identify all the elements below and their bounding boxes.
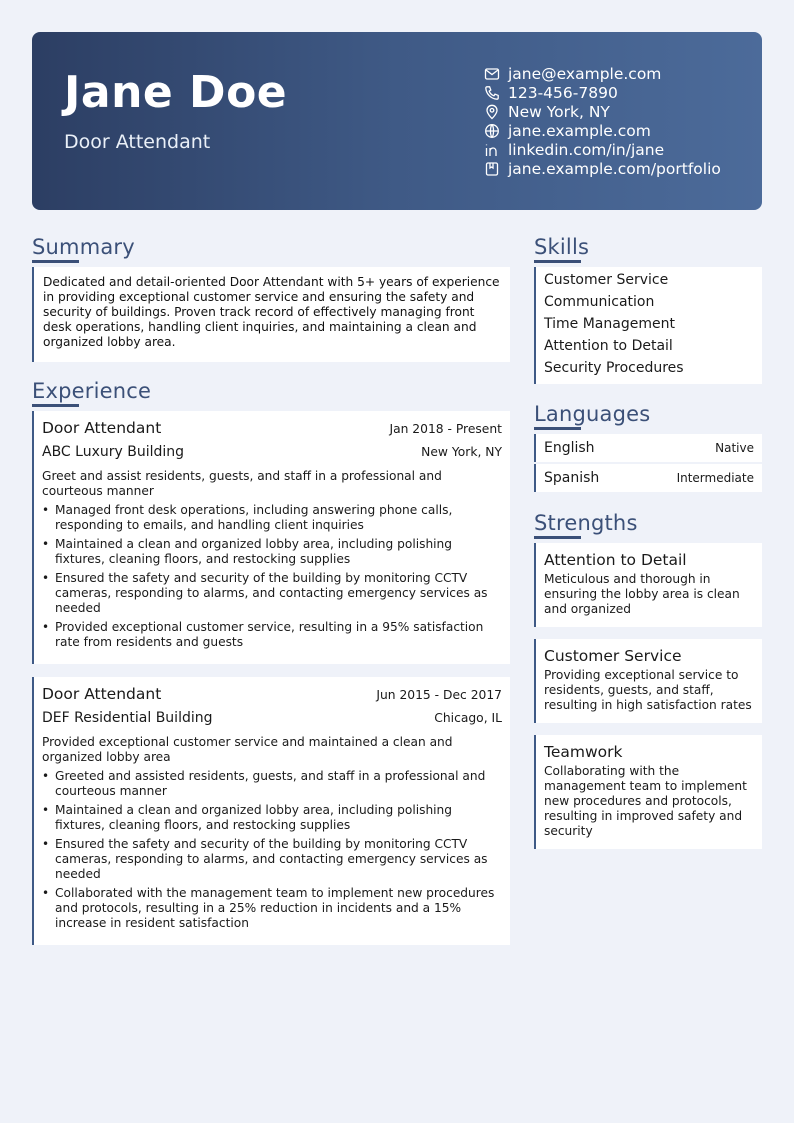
globe-icon <box>484 123 500 139</box>
languages-heading-underline <box>534 427 581 430</box>
strengths-heading-underline <box>534 536 581 539</box>
candidate-title: Door Attendant <box>64 131 211 153</box>
resume-header <box>32 32 762 210</box>
strength-card <box>534 735 762 849</box>
skill-item: Security Procedures <box>544 360 684 376</box>
job-entry <box>32 411 510 664</box>
job-bullet: • Provided exceptional customer service, resulting in a 95% satisfaction rate from residents and guests <box>42 620 502 650</box>
summary-heading-underline <box>32 260 79 263</box>
job-bullet: • Maintained a clean and organized lobby area, including polishing fixtures, cleaning floors, and restocking supplies <box>42 537 502 567</box>
job-subheader <box>42 710 502 726</box>
language-name: English <box>544 440 595 456</box>
job-description: Provided exceptional customer service and maintained a clean and organized lobby area <box>42 735 453 764</box>
job-bullet: • Collaborated with the management team to implement new procedures and protocols, resulting in a 25% reduction in incidents and a 15% increase in resident satisfaction <box>42 886 502 931</box>
experience-heading-underline <box>32 404 79 407</box>
contact-phone[interactable]: 123-456-7890 <box>484 83 754 102</box>
linkedin-icon <box>484 142 500 158</box>
contact-website[interactable]: jane.example.com <box>484 121 754 140</box>
job-entry <box>32 677 510 945</box>
skill-item: Communication <box>544 294 655 310</box>
skills-heading: Skills <box>534 235 590 259</box>
contact-list <box>484 64 754 178</box>
job-title: Door Attendant <box>42 419 162 437</box>
job-bullet: • Greeted and assisted residents, guests, and staff in a professional and courteous manner <box>42 769 502 799</box>
experience-heading: Experience <box>32 379 152 403</box>
strengths-heading: Strengths <box>534 511 638 535</box>
strength-title: Teamwork <box>544 743 623 761</box>
job-bullet: • Maintained a clean and organized lobby area, including polishing fixtures, cleaning floors, and restocking supplies <box>42 803 502 833</box>
job-company: DEF Residential Building <box>42 710 213 726</box>
strength-title: Customer Service <box>544 647 682 665</box>
skill-item: Time Management <box>544 316 675 332</box>
job-dates: Jun 2015 - Dec 2017 <box>376 688 502 702</box>
job-dates: Jan 2018 - Present <box>389 422 502 436</box>
job-title: Door Attendant <box>42 685 162 703</box>
job-bullet: • Ensured the safety and security of the building by monitoring CCTV cameras, responding to alarms, and contacting emergency services as needed <box>42 571 502 616</box>
contact-location: New York, NY <box>484 102 754 121</box>
job-bullet: • Managed front desk operations, including answering phone calls, responding to emails, and handling client inquiries <box>42 503 502 533</box>
skill-item: Customer Service <box>544 272 669 288</box>
language-name: Spanish <box>544 470 600 486</box>
language-item <box>534 434 762 462</box>
strength-card <box>534 639 762 723</box>
language-level: Native <box>715 441 754 455</box>
job-subheader <box>42 444 502 460</box>
strength-title: Attention to Detail <box>544 551 687 569</box>
contact-portfolio[interactable]: jane.example.com/portfolio <box>484 159 754 178</box>
summary-heading: Summary <box>32 235 135 259</box>
phone-icon <box>484 85 500 101</box>
skills-card <box>534 267 762 384</box>
contact-email[interactable]: jane@example.com <box>484 64 754 83</box>
location-icon <box>484 104 500 120</box>
contact-linkedin[interactable]: linkedin.com/in/jane <box>484 140 754 159</box>
skills-heading-underline <box>534 260 581 263</box>
summary-text: Dedicated and detail-oriented Door Attendant with 5+ years of experience in providing exceptional customer service and ensuring the safety and security of buildings. Proven track record of effectively managing front desk operations, handling client inquiries, and maintaining a clean and organized lobby area. <box>43 275 500 349</box>
job-bullets <box>42 503 502 650</box>
job-description: Greet and assist residents, guests, and staff in a professional and courteous manner <box>42 469 442 498</box>
strength-description: Meticulous and thorough in ensuring the lobby area is clean and organized <box>544 572 740 616</box>
portfolio-icon <box>484 161 500 177</box>
job-bullet: • Ensured the safety and security of the building by monitoring CCTV cameras, responding to alarms, and contacting emergency services as needed <box>42 837 502 882</box>
job-company: ABC Luxury Building <box>42 444 185 460</box>
summary-card <box>32 267 510 362</box>
strength-card <box>534 543 762 627</box>
email-icon <box>484 66 500 82</box>
job-location: New York, NY <box>421 445 502 459</box>
job-header <box>42 685 502 703</box>
skill-item: Attention to Detail <box>544 338 673 354</box>
job-location: Chicago, IL <box>434 711 502 725</box>
candidate-name: Jane Doe <box>64 67 288 118</box>
strength-description: Collaborating with the management team to implement new procedures and protocols, resulting in improved safety and security <box>544 764 747 838</box>
job-bullets <box>42 769 502 931</box>
language-level: Intermediate <box>676 471 754 485</box>
language-item <box>534 464 762 492</box>
languages-heading: Languages <box>534 402 651 426</box>
strength-description: Providing exceptional service to residents, guests, and staff, resulting in high satisfaction rates <box>544 668 752 712</box>
job-header <box>42 419 502 437</box>
